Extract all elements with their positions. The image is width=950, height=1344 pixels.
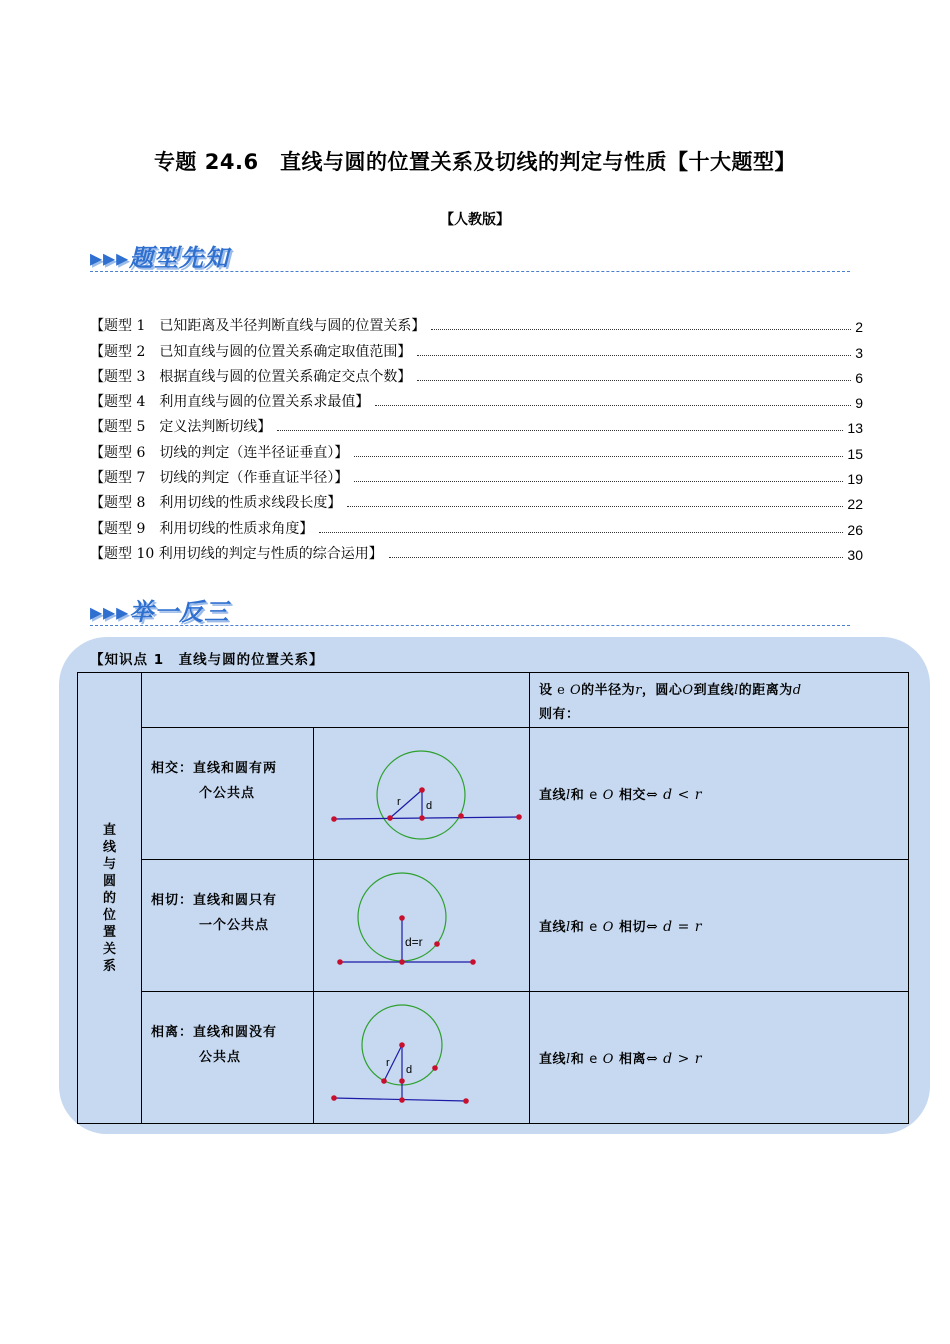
toc-item-page: 3 [855, 344, 863, 361]
point [434, 941, 440, 947]
side-label [78, 673, 142, 1124]
header-empty-cell [142, 673, 530, 728]
banner-divider [90, 625, 850, 626]
fig-label-dr: d=r [405, 935, 423, 949]
point [331, 816, 337, 822]
point [387, 815, 393, 821]
header-text: 则有： [539, 707, 580, 722]
figure-cell-intersect [314, 728, 530, 860]
toc-item[interactable] [90, 335, 863, 360]
toc-leader [319, 532, 843, 533]
toc-item-label: 【题型 6 切线的判定（连半径证垂直）】 [90, 444, 349, 461]
toc-item-page: 9 [855, 395, 863, 412]
relation-cell-intersect [530, 728, 909, 860]
header-text: 设 [539, 683, 553, 698]
toc-item[interactable] [90, 462, 863, 487]
foot-point [399, 1097, 405, 1103]
label-line: 相离：直线和圆没有 [151, 1025, 278, 1040]
math-l: l [734, 683, 739, 698]
toc-item[interactable] [90, 411, 863, 436]
toc-leader [431, 329, 851, 330]
toc-item-page: 22 [847, 496, 863, 513]
rel-formula: ⇔ d < r [645, 787, 702, 803]
line-l [334, 817, 520, 819]
table-of-contents [90, 310, 863, 563]
rel-text: 直线 [539, 1052, 567, 1067]
toc-banner [90, 238, 850, 274]
side-char: 的 [102, 890, 116, 906]
relation-cell-separate [530, 992, 909, 1124]
header-text: 的半径为 [581, 683, 636, 698]
center-point [419, 787, 425, 793]
label-line: 一个公共点 [199, 918, 270, 933]
point [337, 959, 343, 965]
circle-symbol: e [557, 683, 566, 698]
toc-item-page: 19 [847, 471, 863, 488]
side-char: 圆 [102, 873, 116, 889]
math-o: O [570, 683, 582, 698]
label-cell-tangent [142, 860, 314, 992]
center-point [399, 1042, 405, 1048]
radius-r [390, 790, 422, 818]
toc-item-label: 【题型 1 已知距离及半径判断直线与圆的位置关系】 [90, 318, 426, 335]
toc-leader [375, 405, 851, 406]
circle-symbol: e [589, 1052, 598, 1067]
toc-item-label: 【题型 5 定义法判断切线】 [90, 419, 272, 436]
label-line: 相切：直线和圆只有 [151, 893, 278, 908]
toc-leader [389, 557, 844, 558]
fig-label-d: d [406, 1064, 413, 1076]
toc-item-page: 6 [855, 369, 863, 386]
figure-cell-separate [314, 992, 530, 1124]
header-cell [530, 673, 909, 728]
rel-text: 相切 [618, 920, 646, 935]
figure-cell-tangent [314, 860, 530, 992]
rel-text: 直线 [539, 920, 567, 935]
rel-text: 相交 [618, 788, 646, 803]
center-point [399, 915, 405, 921]
toc-item-page: 26 [847, 521, 863, 538]
side-char: 系 [102, 958, 116, 974]
toc-item[interactable] [90, 487, 863, 512]
toc-item-label: 【题型 4 利用直线与圆的位置关系求最值】 [90, 394, 370, 411]
toc-leader [354, 481, 843, 482]
toc-leader [354, 456, 843, 457]
math-r: r [635, 683, 642, 698]
header-text: ，圆心 [641, 683, 683, 698]
label-line: 公共点 [199, 1050, 242, 1065]
toc-leader [277, 430, 843, 431]
toc-item-label: 【题型 7 切线的判定（作垂直证半径）】 [90, 470, 349, 487]
point [331, 1095, 337, 1101]
rel-text: 相离 [618, 1052, 646, 1067]
label-cell-separate [142, 992, 314, 1124]
separate-figure [314, 992, 529, 1119]
knowledge-title: 【知识点 1 直线与圆的位置关系】 [90, 652, 324, 668]
fig-label-d: d [426, 800, 433, 812]
math-o: O [602, 920, 614, 935]
toc-item-label: 【题型 2 已知直线与圆的位置关系确定取值范围】 [90, 343, 412, 360]
math-l: l [566, 920, 571, 935]
toc-item-label: 【题型 9 利用切线的性质求角度】 [90, 520, 314, 537]
label-cell-intersect [142, 728, 314, 860]
toc-item[interactable] [90, 361, 863, 386]
rel-text: 和 [570, 1052, 585, 1067]
rel-text: 直线 [539, 788, 567, 803]
math-l: l [566, 1052, 571, 1067]
side-char: 线 [102, 839, 116, 855]
side-char: 直 [102, 822, 116, 838]
toc-item[interactable] [90, 538, 863, 563]
side-char: 与 [102, 856, 116, 872]
toc-banner-text: ▸▸▸题型先知 [90, 244, 230, 272]
point [419, 815, 425, 821]
math-l: l [566, 788, 571, 803]
point [458, 813, 464, 819]
circle [377, 751, 465, 839]
circle-symbol: e [589, 920, 598, 935]
toc-item[interactable] [90, 512, 863, 537]
toc-leader [347, 506, 843, 507]
point [463, 1098, 469, 1104]
toc-item-label: 【题型 10 利用切线的判定与性质的综合运用】 [90, 545, 383, 562]
toc-item[interactable] [90, 310, 863, 335]
rel-formula: ⇔ d > r [645, 1051, 702, 1067]
circle-symbol: e [589, 788, 598, 803]
side-char: 置 [102, 924, 116, 940]
rel-text: 和 [570, 788, 585, 803]
relation-table [77, 672, 909, 1124]
side-char: 关 [102, 941, 116, 957]
point [432, 1065, 438, 1071]
tangent-point [399, 959, 405, 965]
rel-text: 和 [570, 920, 585, 935]
toc-leader [417, 355, 851, 356]
side-char: 位 [102, 907, 116, 923]
toc-item-label: 【题型 3 根据直线与圆的位置关系确定交点个数】 [90, 368, 412, 385]
math-o: O [682, 683, 694, 698]
tangent-figure [314, 860, 529, 987]
fig-label-r: r [386, 1057, 390, 1069]
header-text: 到直线 [693, 683, 735, 698]
point [381, 1078, 387, 1084]
toc-leader [417, 380, 851, 381]
toc-item[interactable] [90, 386, 863, 411]
toc-item-page: 13 [847, 420, 863, 437]
edition-label: 【人教版】 [440, 212, 510, 228]
page-title: 专题 24.6 直线与圆的位置关系及切线的判定与性质【十大题型】 [153, 150, 797, 174]
toc-item-page: 15 [847, 445, 863, 462]
toc-item[interactable] [90, 436, 863, 461]
relation-cell-tangent [530, 860, 909, 992]
point [516, 814, 522, 820]
practice-banner-text: ▸▸▸举一反三 [90, 598, 230, 626]
math-o: O [602, 788, 614, 803]
toc-item-page: 2 [855, 319, 863, 336]
banner-divider [90, 271, 850, 272]
fig-label-r: r [397, 796, 401, 808]
label-line: 个公共点 [199, 786, 256, 801]
intersect-figure [314, 728, 529, 855]
point [399, 1078, 405, 1084]
header-text: 的距离为 [738, 683, 793, 698]
label-line: 相交：直线和圆有两 [151, 761, 278, 776]
toc-item-page: 30 [847, 546, 863, 563]
rel-formula: ⇔ d = r [645, 919, 702, 935]
math-d: d [792, 683, 802, 698]
practice-banner [90, 592, 850, 628]
point [470, 959, 476, 965]
math-o: O [602, 1052, 614, 1067]
toc-item-label: 【题型 8 利用切线的性质求线段长度】 [90, 495, 342, 512]
